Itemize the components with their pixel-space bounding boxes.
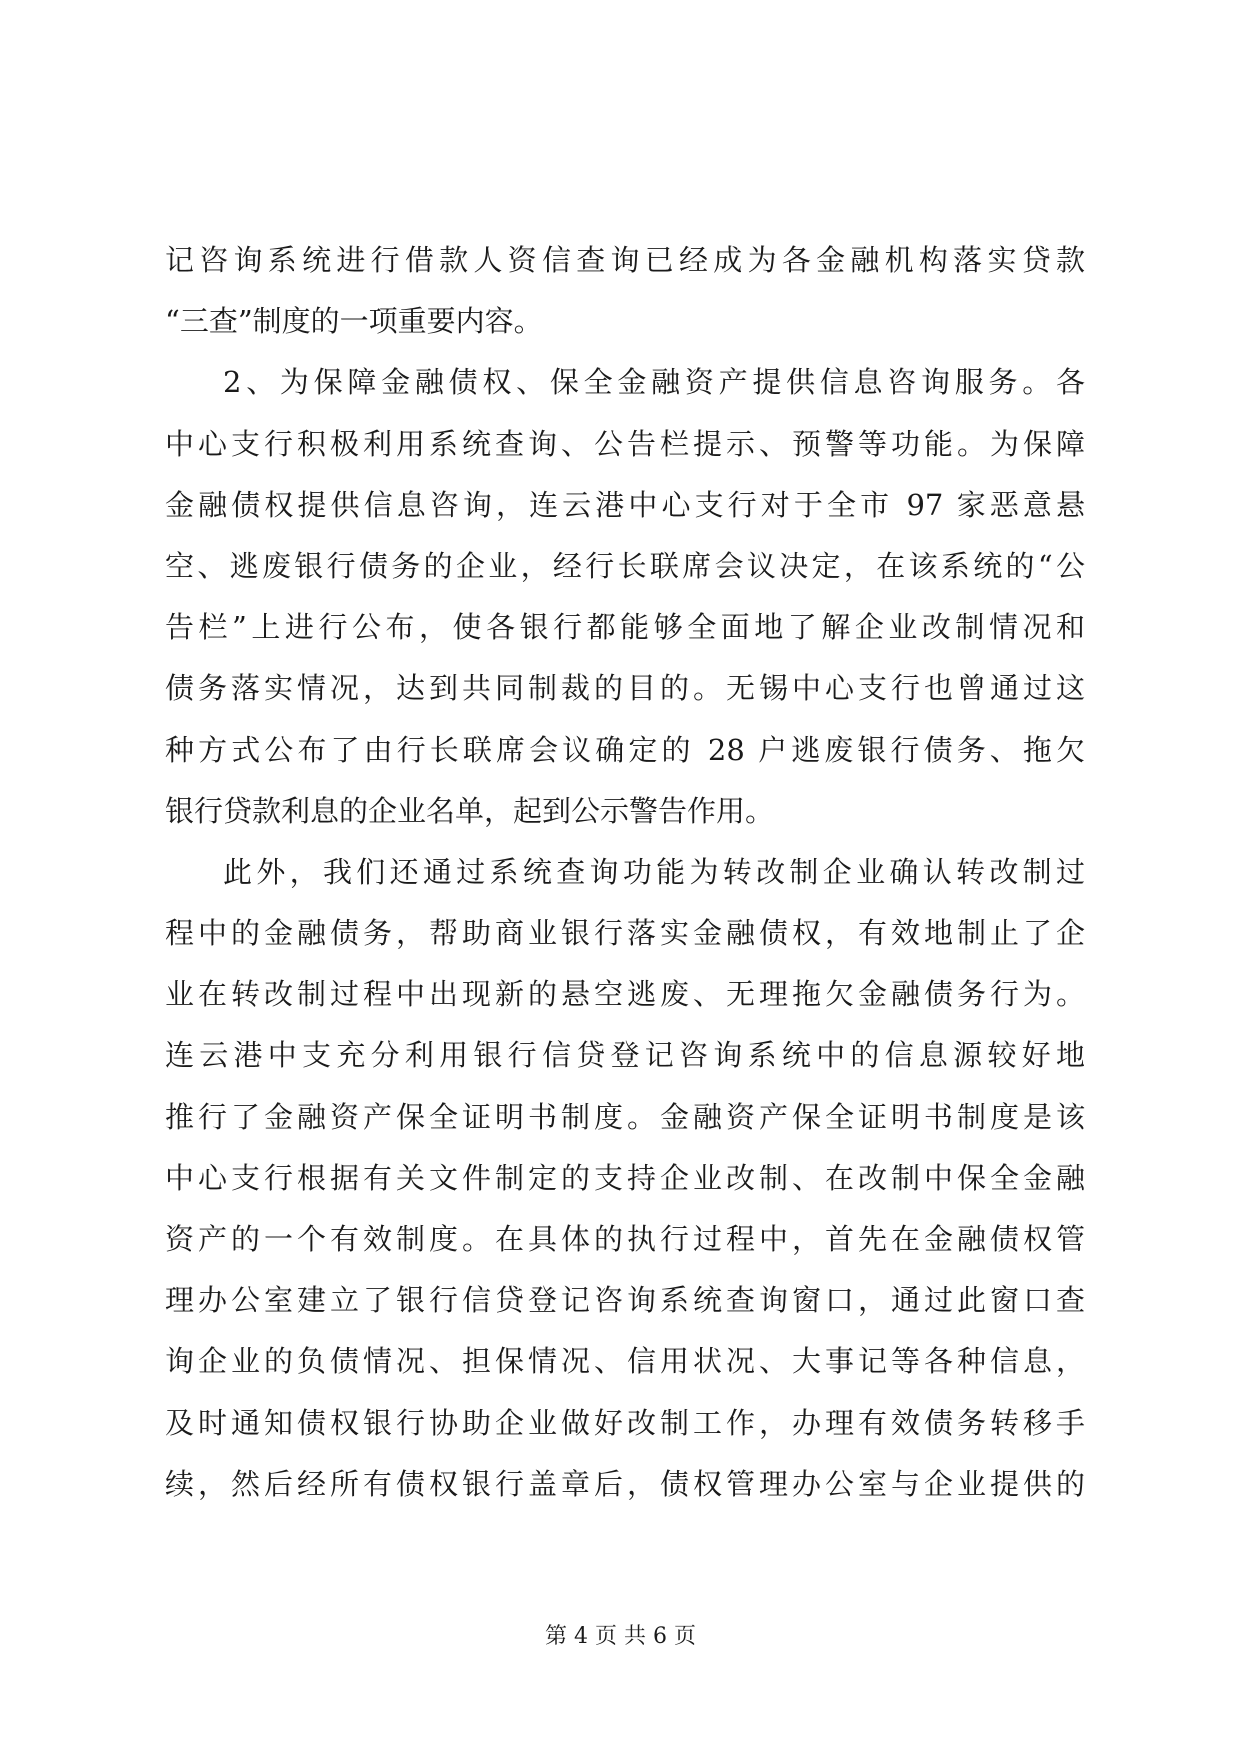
text-line: 理办公室建立了银行信贷登记咨询系统查询窗口，通过此窗口查: [165, 1283, 1085, 1318]
text-line: 及时通知债权银行协助企业做好改制工作，办理有效债务转移手: [165, 1405, 1085, 1440]
text-line: 询企业的负债情况、担保情况、信用状况、大事记等各种信息，: [165, 1344, 1085, 1379]
text-line: 连云港中支充分利用银行信贷登记咨询系统中的信息源较好地: [165, 1038, 1085, 1073]
text-line: 空、逃废银行债务的企业，经行长联席会议决定，在该系统的“公: [165, 548, 1085, 583]
body-text: [165, 230, 1085, 1515]
text-line: 中心支行根据有关文件制定的支持企业改制、在改制中保全金融: [165, 1160, 1085, 1195]
text-line: “三查”制度的一项重要内容。: [165, 304, 543, 339]
text-line: 债务落实情况，达到共同制裁的目的。无锡中心支行也曾通过这: [165, 671, 1085, 706]
text-line: 金融债权提供信息咨询，连云港中心支行对于全市 97 家恶意悬: [165, 487, 1085, 522]
text-line: 资产的一个有效制度。在具体的执行过程中，首先在金融债权管: [165, 1222, 1085, 1256]
text-line: 中心支行积极利用系统查询、公告栏提示、预警等功能。为保障: [165, 426, 1085, 461]
page-number-footer: 第 4 页 共 6 页: [545, 1624, 696, 1649]
text-line: 程中的金融债务，帮助商业银行落实金融债权，有效地制止了企: [165, 916, 1085, 951]
paragraph-first-line: 此外，我们还通过系统查询功能为转改制企业确认转改制过: [223, 854, 1085, 889]
text-line: 记咨询系统进行借款人资信查询已经成为各金融机构落实贷款: [165, 243, 1085, 277]
text-line: 银行贷款利息的企业名单，起到公示警告作用。: [165, 793, 775, 828]
text-line: 业在转改制过程中出现新的悬空逃废、无理拖欠金融债务行为。: [165, 977, 1085, 1012]
text-line: 告栏”上进行公布，使各银行都能够全面地了解企业改制情况和: [165, 610, 1085, 645]
paragraph-first-line: 2、为保障金融债权、保全金融资产提供信息咨询服务。各: [223, 365, 1085, 400]
text-line: 种方式公布了由行长联席会议确定的 28 户逃废银行债务、拖欠: [165, 732, 1085, 767]
text-line: 推行了金融资产保全证明书制度。金融资产保全证明书制度是该: [165, 1099, 1085, 1134]
text-line: 续，然后经所有债权银行盖章后，债权管理办公室与企业提供的: [165, 1466, 1085, 1501]
